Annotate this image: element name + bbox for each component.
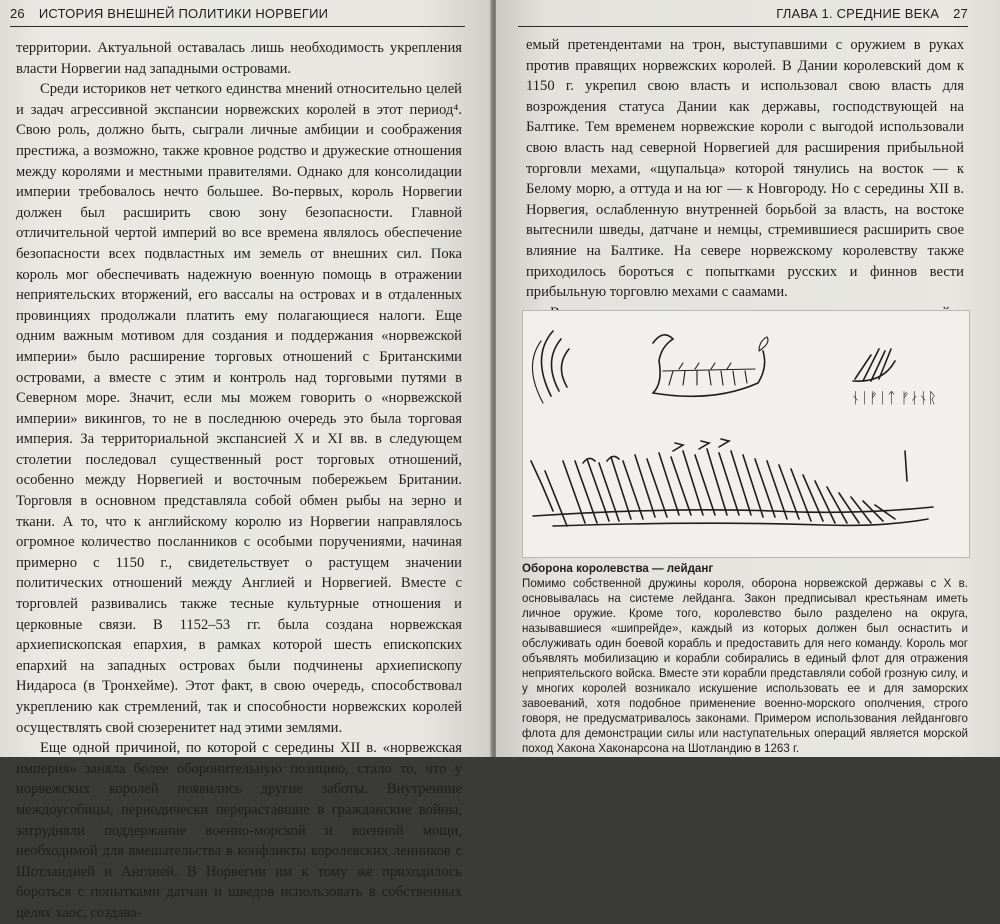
right-paragraph-1: емый претендентами на трон, выступавшими с оружием в руках против правящих норвежских королей. В Дании королевский дом к 1150 г. укрепил свою власть и использовал свою власть для возрождения статуса Дании как державы, господствующей на Балтике. Тем временем норвежские короли с выгодой использовали свою власть над северной Норвегией для расширения прибыльной торговли мехами, «щупальца» которой тянулись на восток — к Белому морю, а оттуда и на юг — к Новгороду. Но с середины XII в. Норвегия, ослабленную внутренней борьбой за власть, на востоке вытеснили шведы, датчане и немцы, стремившиеся расширить свое влияние на Балтике. На севере норвежскому королевству также приходилось бороться с попытками русских и финнов вести прибыльную торговлю мехами с саамами. [526,37,964,301]
right-page [496,0,1000,757]
left-paragraph-3: Еще одной причиной, по которой с середины XII в. «норвежская империя» заняла более оборонительную позицию, стало то, что у норвежских королей появились другие заботы. Внутренние междоусобицы, периодически перераставшие в гражданские войны, затрудняли поддержание военно-морской и военной мощи, необходимой для вмешательства в конфликты королевских ленников с Шотландией и Англией. В Норвегии им к тому же приходилось бороться с попытками датчан и шведов использовать в собственных целях хаос, создава- [16,740,462,921]
rune-ship-carving-illustration [522,310,970,558]
caption-body: Помимо собственной дружины короля, оборона норвежской державы с X в. основывалась на системе лейданга. Закон предписывал крестьянам иметь личное оружие. Кроме того, королевство было разделено на округа, называвшиеся «шипрейде», каждый из которых должен был оснастить и обслуживать один боевой корабль и предоставить для него команду. Король мог объявлять мобилизацию и корабли собирались в единый флот для отражения неприятельского войска. Вместе эти корабли представляли собой грозную силу, и у многих королей возникало искушение использовать ее и для заморских завоеваний, хотя подобное применение военно-морского ополчения, строго говоря, не предусматривалось законами. Примером использования лейданговго флота для демонстрации силы или наступательных операций является морской поход Хакона Хаконарсона на Шотландию в 1263 г. [522,577,968,755]
ship-oars [669,363,747,385]
ship-prow [653,335,673,393]
figure-caption [522,561,968,756]
left-running-head-title: ИСТОРИЯ ВНЕШНЕЙ ПОЛИТИКИ НОРВЕГИИ [38,6,329,21]
carving-arc [551,339,561,391]
carving-arc [532,341,543,403]
fleet-carving [531,439,933,526]
ship-stern [759,337,768,351]
right-page-number: 27 [953,6,968,21]
ship-carving-drawing [523,311,969,557]
rune-inscription: ᚾᛁᚠᛁᛏ ᚠᛅᚾᚱ [851,389,937,407]
left-page [0,0,492,921]
left-paragraph-1: территории. Актуальной оставалась лишь необходимость укрепления власти Норвегии над западными островами. [16,40,462,77]
left-body-text [16,38,462,924]
small-ship-carving [853,349,895,381]
carving-arc [561,349,569,387]
left-page-number: 26 [10,6,25,21]
right-running-header [518,6,968,27]
caption-title: Оборона королевства — лейданг [522,562,714,575]
right-running-head-title: ГЛАВА 1. СРЕДНИЕ ВЕКА [776,6,940,21]
left-paragraph-2: Среди историков нет четкого единства мнений относительно целей и задач агрессивной экспансии норвежских королей в этот период⁴. Свою роль, должно быть, сыграли личные амбиции и соображения престижа, а возможно, также кровное родство и дружеские отношения между королями и местными правителями. Однако для консолидации империи требовалось нечто большее. Во-первых, король Норвегии должен был расширить свою зону безопасности. Главной отличительной чертой империй во все времена являлось обеспечение безопасности всех подвластных им земель от внешних сил. Пока король мог обеспечивать надежную военную помощь в отражении неприятельских вторжений, его вассалы на островах и в отдаленных провинциях продолжали платить ему полагающиеся налоги. Еще одним важным мотивом для создания и поддержания «норвежской империи» было расширение торговых отношений с Британскими островами, а вместе с этим и контроль над торговыми путями в Северном море. Значит, если мы можем говорить о «норвежской империи» викингов, то не в последнюю очередь это была торговая империя. За территориальной экспансией X и XI вв. в следующем столетии последовал существенный рост торговых отношений, особенно между Норвегией и восточным побережьем Британии. Торговля в основном представляла собой обмен рыбы на зерно и ткани. А то, что к английскому королю из Норвегии направлялось огромное количество посланников с особыми поручениями, начиная примерно с 1150 г., свидетельствует о растущем значении политических отношений между Англией и Норвегией. Вместе с торговлей развивались также тесные культурные отношения и церковные связи. В 1152–53 гг. была создана норвежская архиепископская епархия, в рамках которой шесть епископских епархий на западных островах были подчинены архиепископу Нидароса (в Тронхейме). Этот факт, в свою очередь, способствовал укреплению как стремлений, так и способности норвежских королей осуществлять свой сюзеренитет над этими землями. [16,81,462,736]
left-running-header [10,6,465,27]
